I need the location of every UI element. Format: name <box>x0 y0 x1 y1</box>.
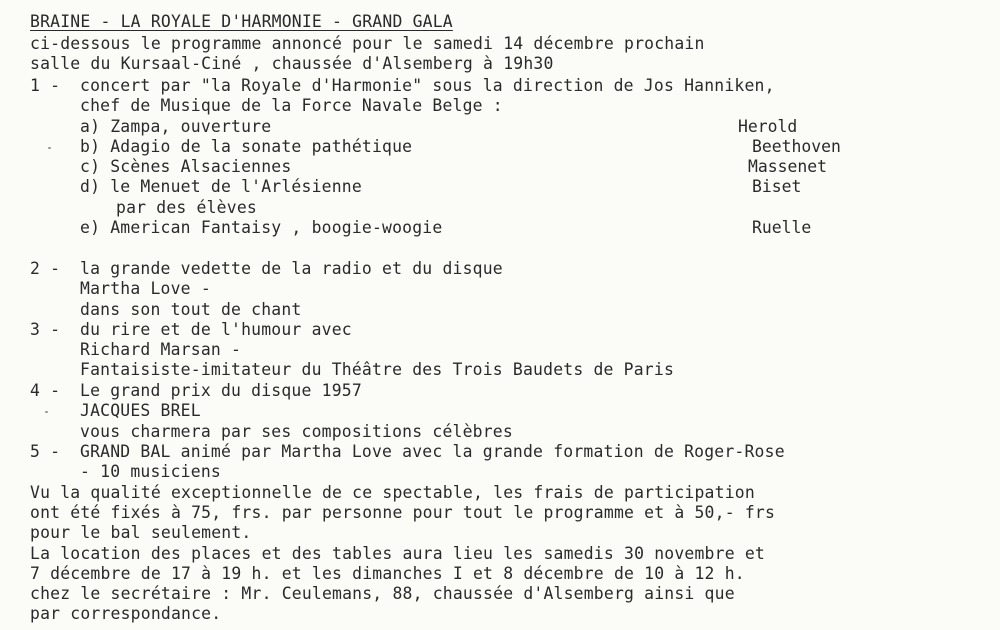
item-4-line-b: JACQUES BREL <box>80 401 201 420</box>
item-3-line-a: du rire et de l'humour avec <box>80 320 352 339</box>
item-1-line-a: concert par "la Royale d'Harmonie" sous la direction de Jos Hanniken, <box>80 76 775 95</box>
piece-b-label: b) Adagio de la sonate pathétique <box>80 137 413 156</box>
paper-speck <box>48 147 51 149</box>
item-1-number: 1 - <box>30 76 61 95</box>
footer-p1-line-1: Vu la qualité exceptionnelle de ce spectable, les frais de participation <box>30 483 755 502</box>
item-4-line-c: vous charmera par ses compositions célèbres <box>80 422 513 441</box>
piece-c-composer: Massenet <box>748 157 827 176</box>
footer-p2-line-3: chez le secrétaire : Mr. Ceulemans, 88, chaussée d'Alsemberg ainsi que <box>30 584 735 603</box>
document-title: BRAINE - LA ROYALE D'HARMONIE - GRAND GALA <box>30 12 453 31</box>
item-3-number: 3 - <box>30 320 61 339</box>
footer-p1-line-3: pour le bal seulement. <box>30 523 252 542</box>
item-3-line-b: Richard Marsan - <box>80 340 242 359</box>
item-5-number: 5 - <box>30 442 61 461</box>
item-2-number: 2 - <box>30 259 61 278</box>
footer-p2-line-2: 7 décembre de 17 à 19 h. et les dimanches I et 8 décembre de 10 à 12 h. <box>30 564 745 583</box>
item-2-line-c: dans son tout de chant <box>80 300 302 319</box>
piece-a-composer: Herold <box>738 117 798 136</box>
item-4-number: 4 - <box>30 381 61 400</box>
item-1-line-b: chef de Musique de la Force Navale Belge : <box>80 96 503 115</box>
piece-a-label: a) Zampa, ouverture <box>80 117 272 136</box>
piece-e-label: e) American Fantaisy , boogie-woogie <box>80 218 443 237</box>
item-4-line-a: Le grand prix du disque 1957 <box>80 381 362 400</box>
intro-line-1: ci-dessous le programme annoncé pour le samedi 14 décembre prochain <box>30 34 705 53</box>
footer-p1-line-2: ont été fixés à 75, frs. par personne pour tout le programme et à 50,- frs <box>30 503 776 522</box>
piece-c-label: c) Scènes Alsaciennes <box>80 157 292 176</box>
footer-p2-line-1: La location des places et des tables aura lieu les samedis 30 novembre et <box>30 544 765 563</box>
piece-b-composer: Beethoven <box>752 137 841 156</box>
item-5-line-b: - 10 musiciens <box>80 462 221 481</box>
item-2-line-a: la grande vedette de la radio et du disque <box>80 259 503 278</box>
item-5-line-a: GRAND BAL animé par Martha Love avec la grande formation de Roger-Rose <box>80 442 785 461</box>
footer-p2-line-4: par correspondance. <box>30 604 222 623</box>
item-2-line-b: Martha Love - <box>80 279 211 298</box>
piece-d-label: d) le Menuet de l'Arlésienne <box>80 177 362 196</box>
intro-line-2: salle du Kursaal-Ciné , chaussée d'Alsemberg à 19h30 <box>30 54 554 73</box>
paper-speck <box>45 411 48 413</box>
piece-d-composer: Biset <box>752 177 802 196</box>
item-3-line-c: Fantaisiste-imitateur du Théâtre des Trois Baudets de Paris <box>80 360 675 379</box>
piece-d-note: par des élèves <box>116 198 257 217</box>
piece-e-composer: Ruelle <box>752 218 812 237</box>
